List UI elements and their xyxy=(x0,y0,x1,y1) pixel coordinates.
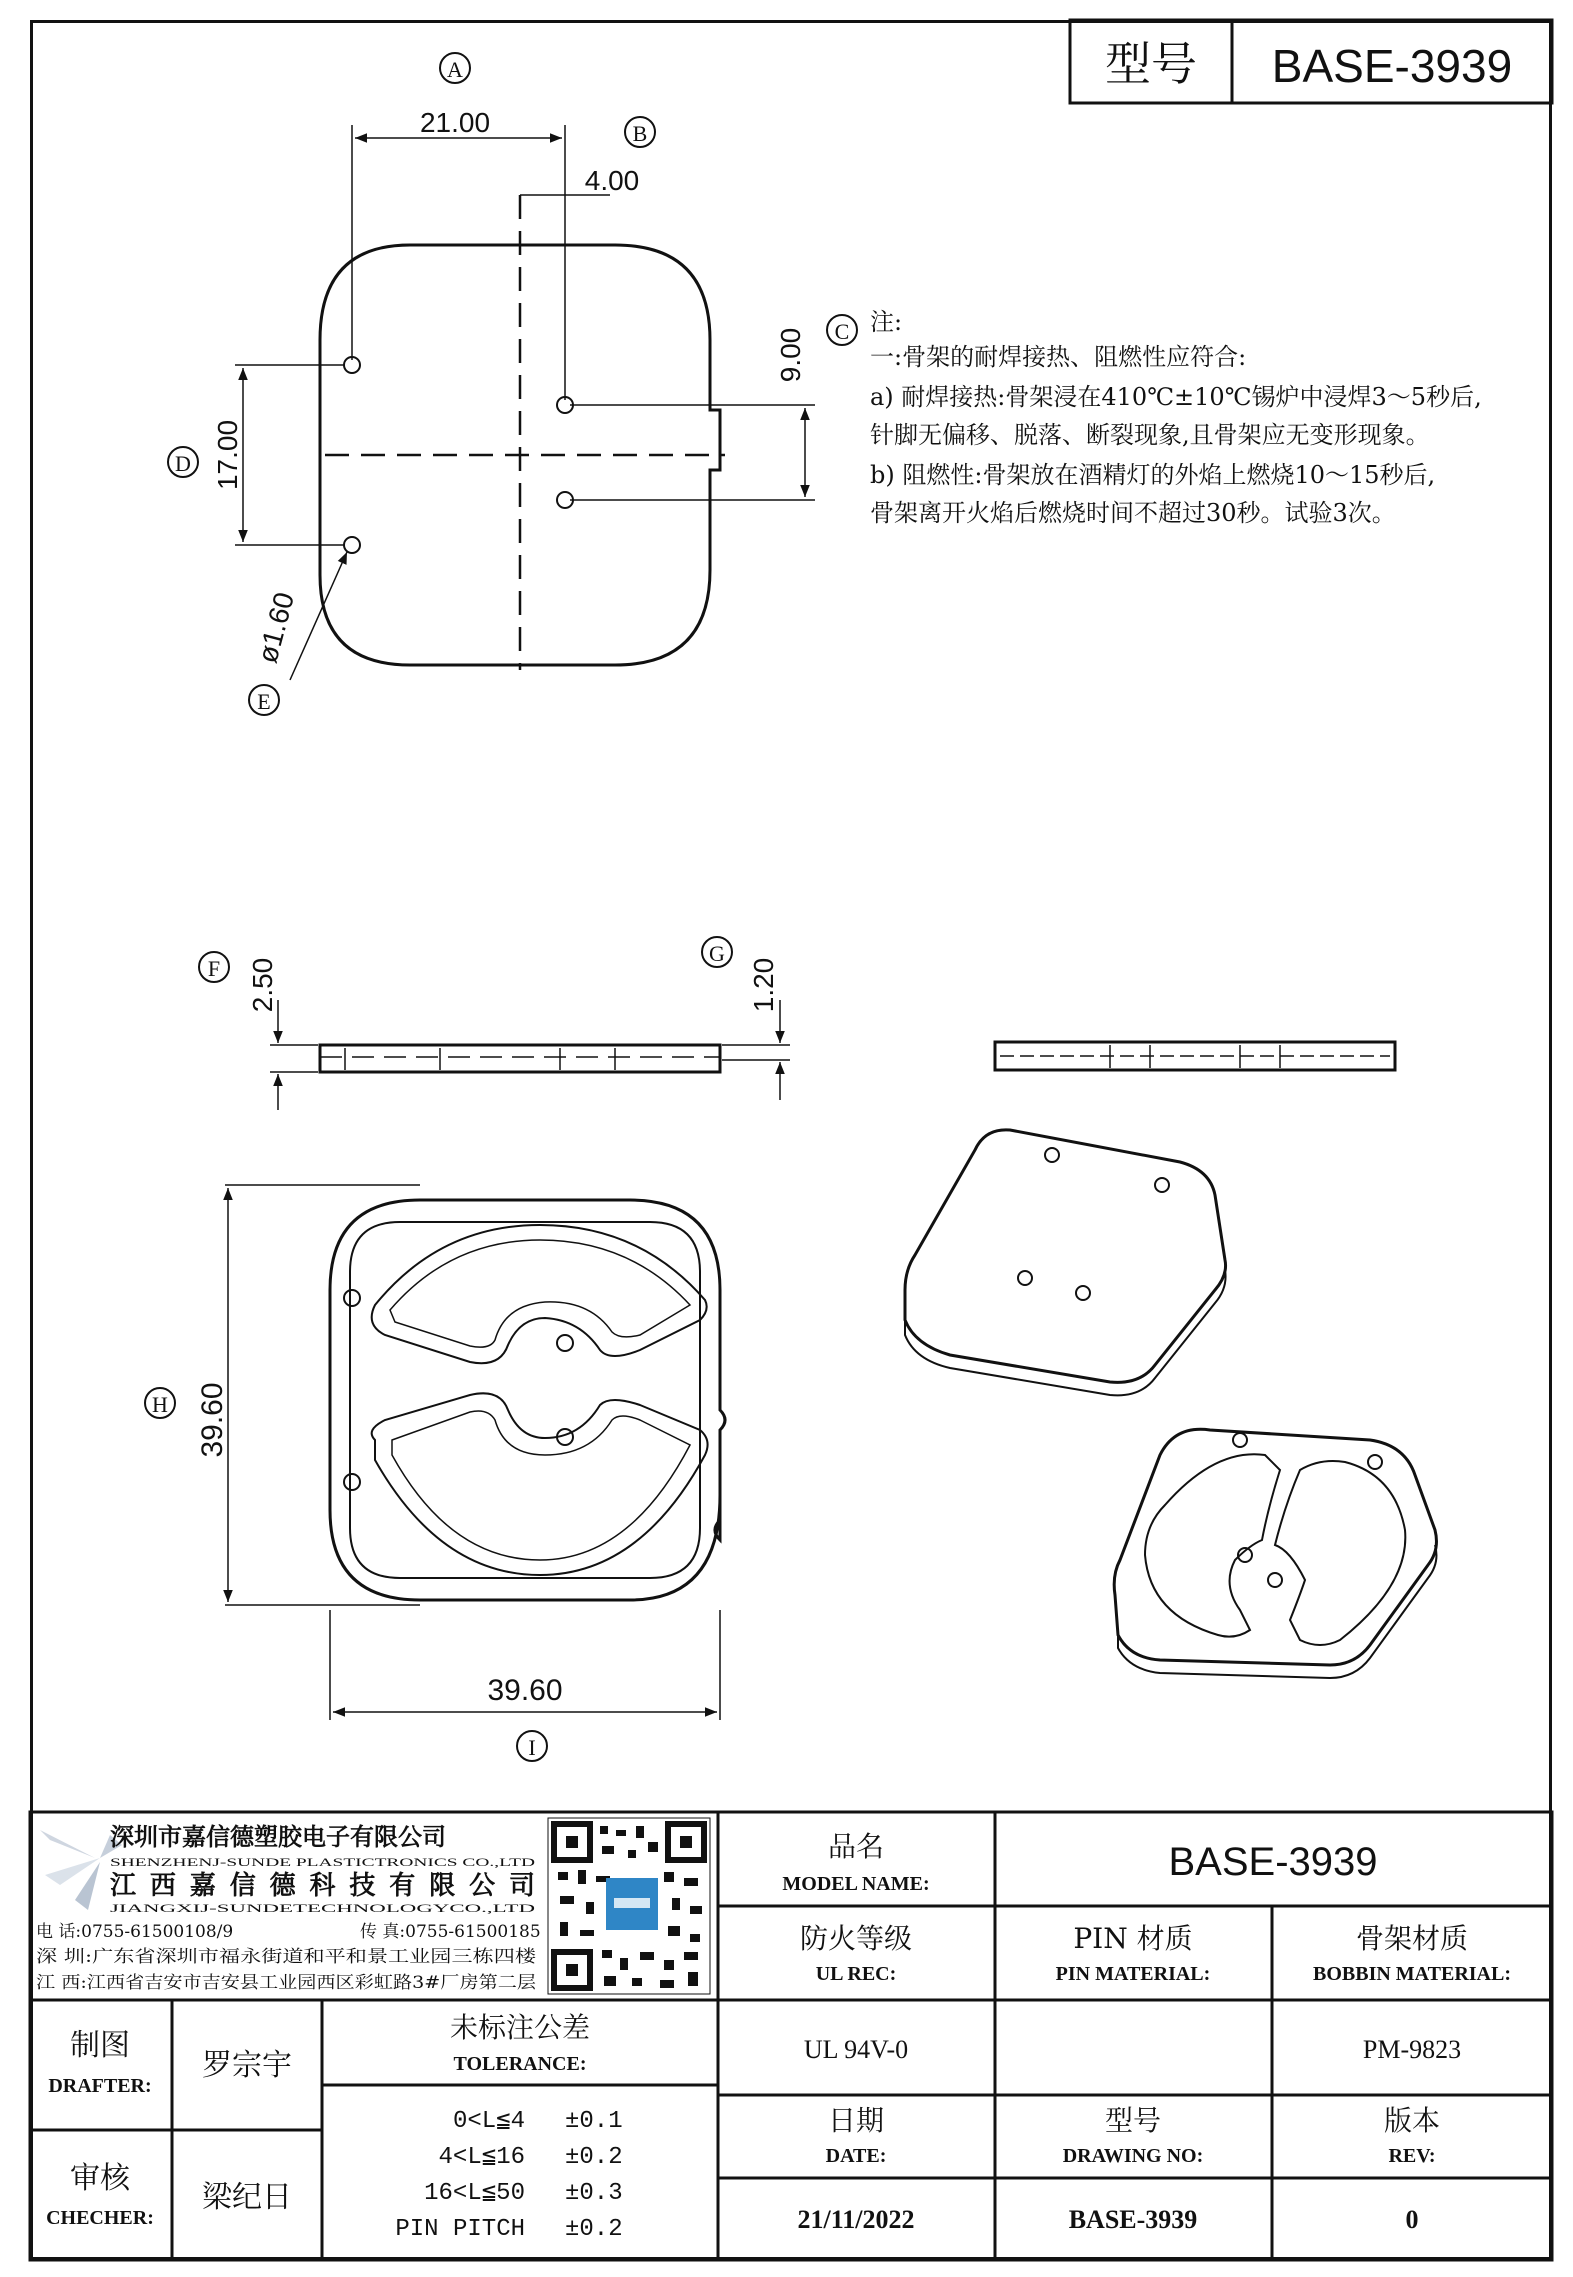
bottom-view xyxy=(196,1185,725,1720)
pin-hole xyxy=(557,1335,573,1351)
drawing-no-value: BASE-3939 xyxy=(1068,2205,1198,2234)
company-phone: 电 话:0755-61500108/9 xyxy=(36,1922,234,1942)
product-name-label-en: MODEL NAME: xyxy=(782,1873,930,1895)
date-label: 日期 xyxy=(827,2104,885,2137)
company-name-cn-2: 江西嘉信德科技有限公司 xyxy=(110,1871,535,1901)
dim-top-width: 21.00 xyxy=(419,107,491,138)
pin-material-label: PIN 材质 xyxy=(1073,1922,1193,1955)
callout-E xyxy=(249,685,279,715)
callout-D xyxy=(168,447,198,477)
dim-right-height: 9.00 xyxy=(775,327,806,383)
rev-label-en: REV: xyxy=(1388,2145,1436,2167)
callout-G xyxy=(702,937,732,967)
bobbin-material-label-en: BOBBIN MATERIAL: xyxy=(1313,1963,1511,1985)
tolerance-value: ±0.2 xyxy=(565,2144,623,2171)
tolerance-range: PIN PITCH xyxy=(395,2216,525,2243)
company-address-sz: 深 圳:广东省深圳市福永街道和平和景工业园三栋四楼 xyxy=(36,1947,538,1967)
dim-left-height: 17.00 xyxy=(212,419,243,491)
svg-text:F: F xyxy=(207,956,221,981)
company-name-cn-1: 深圳市嘉信德塑胶电子有限公司 xyxy=(110,1822,446,1851)
pin-hole xyxy=(344,1474,360,1490)
side-view-iso xyxy=(995,1042,1395,1070)
company-block xyxy=(36,1818,710,1994)
tolerance-label-en: TOLERANCE: xyxy=(453,2053,587,2075)
company-fax: 传 真:0755-61500185 xyxy=(360,1922,541,1942)
pin-hole xyxy=(344,537,360,553)
ul-label: 防火等级 xyxy=(799,1922,913,1955)
company-address-jx: 江 西:江西省吉安市吉安县工业园西区彩虹路3#厂房第二层 xyxy=(36,1973,536,1993)
rev-value: 0 xyxy=(1405,2205,1419,2234)
notes-line: 骨架离开火焰后燃烧时间不超过30秒。试验3次。 xyxy=(870,499,1396,527)
dim-outline-width: 39.60 xyxy=(487,1674,563,1707)
header-model-label: 型号 xyxy=(1105,37,1197,91)
date-value: 21/11/2022 xyxy=(797,2205,915,2234)
tolerance-value: ±0.2 xyxy=(565,2216,623,2243)
pin-material-label-en: PIN MATERIAL: xyxy=(1055,1963,1211,1985)
product-name-value: BASE-3939 xyxy=(1168,1840,1378,1884)
svg-text:G: G xyxy=(709,941,725,966)
callout-F xyxy=(199,952,229,982)
tolerance-value: ±0.1 xyxy=(565,2108,623,2135)
notes-line: 一:骨架的耐焊接热、阻燃性应符合: xyxy=(870,343,1247,371)
bottom-view-outline xyxy=(330,1200,725,1600)
date-label-en: DATE: xyxy=(825,2145,887,2167)
company-name-en-2: JIANGXIJ-SUNDETECHNOLOGYCO.,LTD xyxy=(110,1901,536,1915)
tolerance-range: 16<L≦50 xyxy=(424,2180,525,2207)
callout-C xyxy=(827,315,857,345)
iso-view-top xyxy=(905,1130,1226,1396)
product-name-label: 品名 xyxy=(827,1830,885,1863)
callout-I xyxy=(517,1731,547,1761)
bobbin-material-value: PM-9823 xyxy=(1362,2035,1462,2064)
drawing-no-label-en: DRAWING NO: xyxy=(1062,2145,1204,2167)
callout-H xyxy=(145,1388,175,1418)
header-model-box xyxy=(1070,20,1552,103)
dim-thickness-right: 1.20 xyxy=(748,957,779,1013)
checker-label: 审核 xyxy=(70,2161,130,2196)
qr-code xyxy=(548,1818,710,1994)
iso-view-bottom xyxy=(1114,1429,1436,1678)
svg-text:I: I xyxy=(528,1735,536,1760)
dim-thickness-left: 2.50 xyxy=(247,957,278,1013)
svg-text:C: C xyxy=(834,319,850,344)
svg-text:A: A xyxy=(447,57,463,82)
notes-line: 针脚无偏移、脱落、断裂现象,且骨架应无变形现象。 xyxy=(870,421,1430,449)
callout-A xyxy=(440,53,470,83)
tolerance-label: 未标注公差 xyxy=(449,2011,591,2044)
svg-text:E: E xyxy=(257,689,271,714)
title-block-cells xyxy=(46,1830,1511,2243)
notes-line: a) 耐焊接热:骨架浸在410℃±10℃锡炉中浸焊3～5秒后, xyxy=(870,383,1482,411)
drafter-value: 罗宗宇 xyxy=(202,2048,292,2083)
notes xyxy=(870,308,1482,527)
tolerance-value: ±0.3 xyxy=(565,2180,623,2207)
tolerance-range: 4<L≦16 xyxy=(438,2144,525,2171)
dim-hole-dia: ø1.60 xyxy=(251,588,301,667)
svg-text:D: D xyxy=(175,451,191,476)
company-name-en-1: SHENZHENJ-SUNDE PLASTICTRONICS CO.,LTD xyxy=(110,1855,536,1869)
winding-slot-lower xyxy=(372,1393,708,1575)
drafter-label-en: DRAFTER: xyxy=(48,2075,152,2097)
ul-value: UL 94V-0 xyxy=(803,2035,909,2064)
pin-hole xyxy=(344,1290,360,1306)
svg-text:B: B xyxy=(632,121,648,146)
tolerance-range: 0<L≦4 xyxy=(452,2108,525,2135)
notes-title: 注: xyxy=(870,308,903,336)
side-view xyxy=(247,958,790,1110)
checker-value: 梁纪日 xyxy=(202,2180,292,2215)
ul-label-en: UL REC: xyxy=(815,1963,897,1985)
winding-slot-upper xyxy=(372,1225,707,1363)
checker-label-en: CHECHER: xyxy=(46,2207,154,2229)
dim-offset: 4.00 xyxy=(584,165,640,196)
bobbin-material-label: 骨架材质 xyxy=(1355,1922,1469,1955)
dim-outline-height: 39.60 xyxy=(196,1382,229,1458)
drawing-no-label: 型号 xyxy=(1104,2104,1162,2137)
rev-label: 版本 xyxy=(1383,2104,1441,2137)
header-model-value: BASE-3939 xyxy=(1271,40,1513,92)
top-view xyxy=(212,107,815,680)
notes-line: b) 阻燃性:骨架放在酒精灯的外焰上燃烧10～15秒后, xyxy=(870,461,1436,489)
callout-B xyxy=(625,117,655,147)
drafter-label: 制图 xyxy=(70,2028,130,2063)
svg-text:H: H xyxy=(152,1392,168,1417)
